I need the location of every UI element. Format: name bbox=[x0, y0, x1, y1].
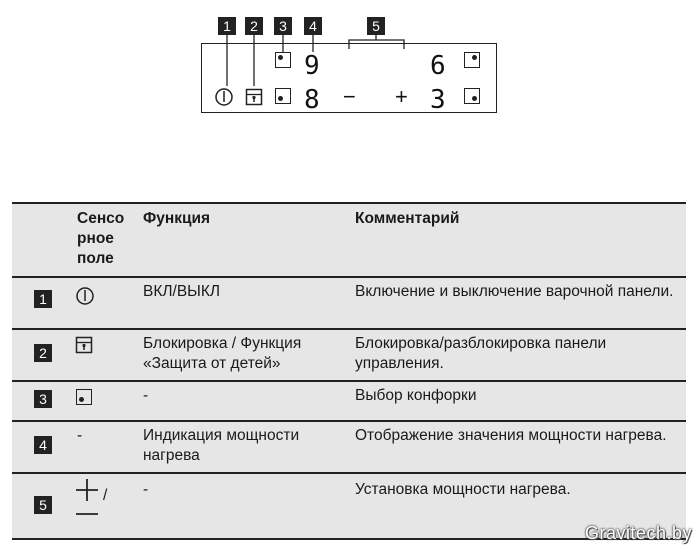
zone-select-icon bbox=[464, 88, 480, 104]
divider bbox=[12, 420, 686, 422]
right-display-top: 6 bbox=[430, 51, 446, 81]
row-number-badge: 3 bbox=[34, 390, 52, 408]
row-number-badge: 4 bbox=[34, 436, 52, 454]
zone-select-icon bbox=[76, 389, 92, 405]
row-comment: Выбор конфорки bbox=[355, 387, 477, 404]
row-comment: Отображение значения мощности нагрева. bbox=[355, 427, 667, 444]
callout-1: 1 bbox=[218, 17, 236, 35]
divider bbox=[12, 472, 686, 474]
divider bbox=[12, 380, 686, 382]
row-number-badge: 2 bbox=[34, 344, 52, 362]
callout-3: 3 bbox=[274, 17, 292, 35]
power-icon bbox=[214, 87, 234, 107]
plus-icon: + bbox=[395, 84, 408, 109]
zone-select-icon bbox=[464, 52, 480, 68]
power-icon bbox=[75, 286, 95, 306]
power-display-bottom: 8 bbox=[304, 85, 320, 115]
divider bbox=[12, 202, 686, 204]
plus-minus-icon bbox=[75, 478, 101, 520]
callout-2: 2 bbox=[245, 17, 263, 35]
row-function: ВКЛ/ВЫКЛ bbox=[143, 283, 221, 300]
right-display-bottom: 3 bbox=[430, 85, 446, 115]
header-field: Сенсо рное поле bbox=[77, 210, 125, 267]
callout-4: 4 bbox=[304, 17, 322, 35]
minus-icon: − bbox=[343, 84, 356, 109]
divider bbox=[12, 276, 686, 278]
row-function: Блокировка / Функция «Защита от детей» bbox=[143, 335, 302, 372]
row-number-badge: 5 bbox=[34, 496, 52, 514]
lock-icon bbox=[75, 336, 93, 354]
row-symbol: / bbox=[103, 487, 108, 504]
row-function: - bbox=[143, 387, 149, 404]
control-panel-diagram bbox=[0, 0, 698, 120]
row-function: - bbox=[143, 481, 149, 498]
row-comment: Блокировка/разблокировка панели управления. bbox=[355, 335, 607, 372]
lock-icon bbox=[245, 88, 263, 106]
row-number-badge: 1 bbox=[34, 290, 52, 308]
divider bbox=[12, 328, 686, 330]
header-function: Функция bbox=[143, 210, 211, 227]
header-comment: Комментарий bbox=[355, 210, 460, 227]
zone-select-icon bbox=[275, 88, 291, 104]
zone-select-icon bbox=[275, 52, 291, 68]
power-display-top: 9 bbox=[304, 51, 320, 81]
row-comment: Установка мощности нагрева. bbox=[355, 481, 571, 498]
watermark: Gravitech.by bbox=[584, 523, 692, 543]
callout-5: 5 bbox=[367, 17, 385, 35]
sensor-field-table bbox=[12, 202, 686, 539]
row-function: Индикация мощности нагрева bbox=[143, 427, 300, 464]
row-symbol: - bbox=[77, 427, 83, 444]
row-comment: Включение и выключение варочной панели. bbox=[355, 283, 674, 300]
